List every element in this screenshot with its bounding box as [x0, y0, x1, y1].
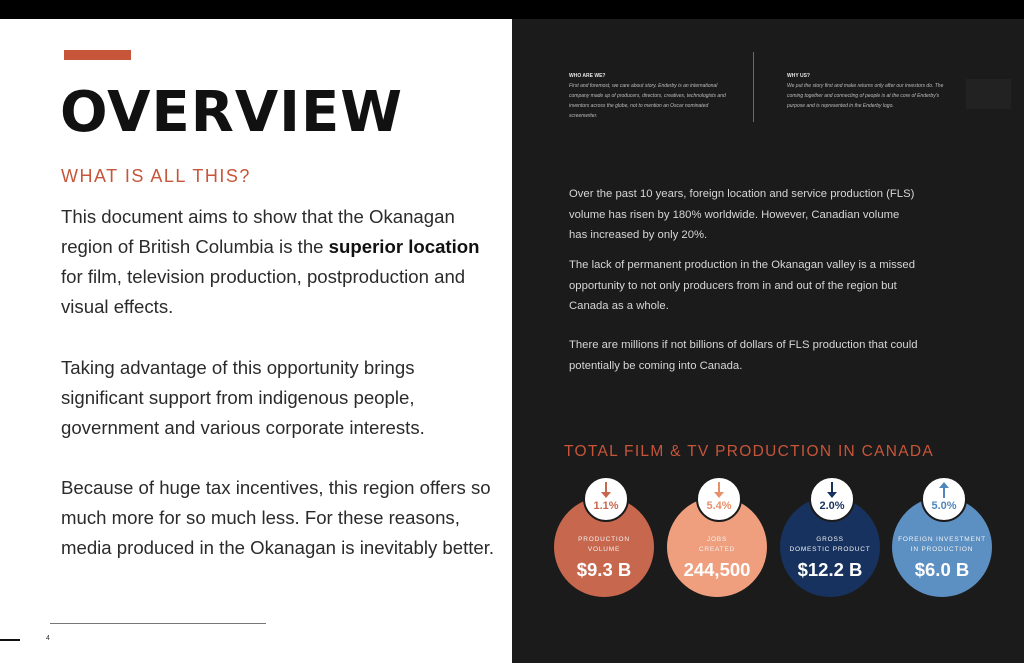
- stat-label: FOREIGN INVESTMENT IN PRODUCTION: [898, 536, 986, 553]
- stat-percent: 1.1%: [593, 500, 619, 512]
- arrow-down-icon: [713, 482, 725, 498]
- intro-emphasis: superior location: [328, 236, 480, 257]
- stat-label: PRODUCTION VOLUME: [578, 536, 630, 553]
- footer-rule: [50, 623, 266, 624]
- who-are-we-label: WHO ARE WE?: [569, 73, 606, 79]
- arrow-up-icon: [938, 482, 950, 498]
- billions-paragraph: There are millions if not billions of dollars of FLS production that could potentially be coming into Canada.: [569, 339, 918, 372]
- intro-paragraph: [61, 202, 501, 322]
- section-title: TOTAL FILM & TV PRODUCTION IN CANADA: [564, 443, 935, 460]
- page-subtitle: WHAT IS ALL THIS?: [61, 166, 251, 186]
- accent-bar: [64, 50, 131, 60]
- incentives-paragraph: Because of huge tax incentives, this region offers so much more for so much less. For these reasons, media produced in the Okanagan is inevitably better.: [61, 477, 495, 558]
- stat-value: $9.3 B: [576, 559, 632, 580]
- decorative-square: [966, 79, 1011, 109]
- stat-badge: [921, 476, 967, 522]
- arrow-down-icon: [826, 482, 838, 498]
- fls-growth-paragraph: Over the past 10 years, foreign location and service production (FLS) volume has risen by 180% worldwide. However, Canadian volume has increased by only 20%.: [569, 188, 915, 241]
- stat-value: $12.2 B: [797, 559, 863, 580]
- right-page: [512, 19, 1024, 663]
- stat-value: 244,500: [683, 559, 751, 580]
- why-us-text: We put the story first and make returns only after our investors do. The coming together and connecting of people is at the core of Enderby's purpose and is represented in the Enderby logo.: [787, 83, 944, 109]
- page-marker: [0, 639, 20, 641]
- arrow-down-icon: [600, 482, 612, 498]
- stat-label: JOBS CREATED: [698, 536, 736, 553]
- stat-badge: [809, 476, 855, 522]
- support-paragraph: Taking advantage of this opportunity brings significant support from indigenous people, government and various corporate interests.: [61, 357, 425, 438]
- stat-label: GROSS DOMESTIC PRODUCT: [789, 536, 871, 553]
- stat-badge: [696, 476, 742, 522]
- stat-percent: 5.4%: [706, 500, 732, 512]
- stat-badge: [583, 476, 629, 522]
- column-divider: [753, 52, 754, 122]
- intro-text-b: for film, television production, postproduction and visual effects.: [61, 266, 466, 317]
- stat-percent: 2.0%: [819, 500, 845, 512]
- who-are-we-block: [569, 71, 729, 121]
- left-page: [0, 19, 512, 663]
- intro-text-a: This document aims to show that the Okanagan region of British Columbia is the: [61, 206, 455, 257]
- who-are-we-text: First and foremost, we care about story. Enderby is an international company made up of producers, directors, creatives, technologists and inventors across the globe, not to mention an Oscar nominated screenwriter.: [569, 83, 726, 119]
- top-bar: [0, 0, 1024, 19]
- stat-value: $6.0 B: [914, 559, 970, 580]
- page-title: OVERVIEW: [60, 80, 404, 145]
- why-us-label: WHY US?: [787, 73, 810, 79]
- stat-percent: 5.0%: [931, 500, 957, 512]
- missed-opportunity-paragraph: The lack of permanent production in the Okanagan valley is a missed opportunity to not only producers from in and out of the region but Canada as a whole.: [569, 259, 916, 312]
- page-number: 4: [46, 635, 50, 642]
- why-us-block: [787, 71, 947, 111]
